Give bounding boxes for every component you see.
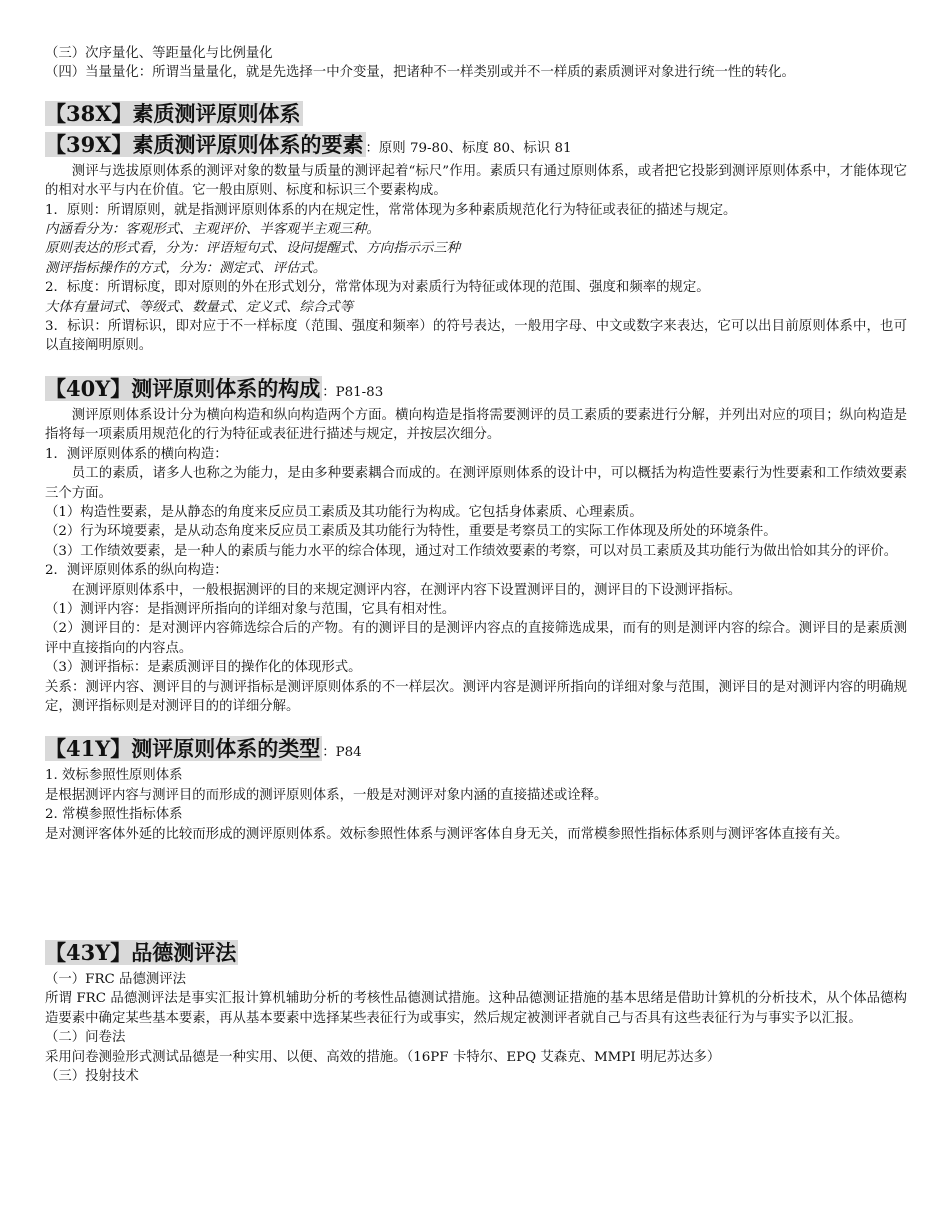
section-40-note: ：P81-83	[322, 384, 384, 400]
section-38-title: 【38X】素质测评原则体系	[45, 100, 301, 126]
section-40-title: 【40Y】测评原则体系的构成	[45, 375, 321, 401]
section-43-subheading: （一）FRC 品德测评法	[45, 972, 186, 987]
section-38-heading	[45, 100, 907, 131]
section-40-list-item: （2）测评目的：是对测评内容筛选综合后的产物。有的测评目的是测评内容点的直接筛选成果，而有的则是测评内容的综合。测评目的是素质测评中直接指向的内容点。	[45, 621, 907, 656]
section-40-subheading: 1．测评原则体系的横向构造：	[45, 446, 228, 462]
intro-line-2: （四）当量量化：所谓当量量化，就是先选择一中介变量，把诸种不一样类别或并不一样质的素质测评对象进行统一性的转化。	[45, 65, 795, 81]
section-41-note: ：P84	[322, 745, 362, 761]
section-40-paragraph: 员工的素质，诸多人也称之为能力，是由多种要素耦合而成的。在测评原则体系的设计中，可以概括为构造性要素行为性要素和工作绩效要素三个方面。	[45, 466, 907, 501]
section-41-item-title: 2. 常模参照性指标体系	[45, 807, 183, 823]
section-43-heading	[45, 939, 907, 970]
section-39-italic-note: 测评指标操作的方式，分为：测定式、评估式。	[45, 260, 327, 276]
spacer	[45, 83, 907, 100]
section-40-list-item: （1）测评内容：是指测评所指向的详细对象与范围，它具有相对性。	[45, 601, 456, 617]
section-41-title: 【41Y】测评原则体系的类型	[45, 736, 321, 762]
section-40-paragraph: 在测评原则体系中，一般根据测评的目的来规定测评内容，在测评内容下设置测评目的，测评目的下设测评指标。	[71, 582, 742, 598]
section-40-relation: 关系：测评内容、测评目的与测评指标是测评原则体系的不一样层次。测评内容是测评所指向的详细对象与范围，测评目的是对测评内容的明确规定，测评指标则是对测评目的的详细分解。	[45, 679, 907, 714]
section-39-item-principle: 1．原则：所谓原则，就是指测评原则体系的内在规定性，常常体现为多种素质规范化行为特征或表征的描述与规定。	[45, 202, 737, 218]
section-41-item-title: 1. 效标参照性原则体系	[45, 768, 183, 784]
section-39-item-mark: 3．标识：所谓标识，即对应于不一样标度（范围、强度和频率）的符号表达，一般用字母、中文或数字来表达，它可以出目前原则体系中，也可以直接阐明原则。	[45, 319, 907, 354]
intro-line-1: （三）次序量化、等距量化与比例量化	[45, 46, 273, 61]
section-39-italic-note: 大体有量词式、等级式、数量式、定义式、综合式等	[45, 299, 353, 315]
section-43-paragraph: 所谓 FRC 品德测评法是事实汇报计算机辅助分析的考核性品德测试措施。这种品德测证措施的基本思绪是借助计算机的分析技术，从个体品德构造要素中确定某些基本要素，再从基本要素中选择某些表征行为或事实，然后规定被测评者就自己与否具有这些表征行为与事实予以汇报。	[45, 991, 907, 1026]
section-39-italic-note: 内涵看分为：客观形式、主观评价、半客观半主观三种。	[45, 222, 380, 238]
section-41-item-text: 是根据测评内容与测评目的而形成的测评原则体系，一般是对测评对象内涵的直接描述或诠释。	[45, 787, 608, 803]
section-40-list-item: （3）测评指标：是素质测评目的操作化的体现形式。	[45, 660, 362, 676]
section-43-subheading: （二）问卷法	[45, 1030, 126, 1046]
document-page	[45, 44, 907, 1086]
section-39-title: 【39X】素质测评原则体系的要素	[45, 131, 364, 157]
section-40-list-item: （1）构造性要素，是从静态的角度来反应员工素质及其功能行为构成。它包括身体素质、心理素质。	[45, 504, 643, 520]
section-41-item-text: 是对测评客体外延的比较而形成的测评原则体系。效标参照性体系与测评客体自身无关，而常模参照性指标体系则与测评客体直接有关。	[45, 826, 849, 842]
spacer	[45, 844, 907, 939]
section-40-list-item: （2）行为环境要素，是从动态角度来反应员工素质及其功能行为特性，重要是考察员工的实际工作体现及所处的环境条件。	[45, 524, 777, 540]
section-40-subheading: 2．测评原则体系的纵向构造：	[45, 563, 228, 579]
section-39-heading	[45, 131, 907, 162]
section-39-note: ：原则 79-80、标度 80、标识 81	[365, 140, 572, 156]
section-40-paragraph: 测评原则体系设计分为横向构造和纵向构造两个方面。横向构造是指将需要测评的员工素质的要素进行分解，并列出对应的项目；纵向构造是指将每一项素质用规范化的行为特征或表征进行描述与规定，并按层次细分。	[45, 407, 907, 443]
spacer	[45, 716, 907, 735]
section-43-subheading: （三）投射技术	[45, 1069, 139, 1085]
section-39-item-scale: 2．标度：所谓标度，即对原则的外在形式划分，常常体现为对素质行为特征或体现的范围、强度和频率的规定。	[45, 280, 710, 296]
section-41-heading	[45, 735, 907, 766]
section-39-paragraph: 测评与选拔原则体系的测评对象的数量与质量的测评起着“标尺”作用。素质只有通过原则体系，或者把它投影到测评原则体系中，才能体现它的相对水平与内在价值。它一般由原则、标度和标识三个要素构成。	[45, 163, 907, 199]
section-40-list-item: （3）工作绩效要素，是一种人的素质与能力水平的综合体现，通过对工作绩效要素的考察，可以对员工素质及其功能行为做出恰如其分的评价。	[45, 543, 898, 559]
spacer	[45, 356, 907, 375]
section-40-heading	[45, 375, 907, 406]
section-43-title: 【43Y】品德测评法	[45, 940, 237, 965]
section-39-italic-note: 原则表达的形式看，分为：评语短句式、设问提醒式、方向指示示三种	[45, 241, 461, 257]
section-43-paragraph: 采用问卷测验形式测试品德是一种实用、以便、高效的措施。（16PF 卡特尔、EPQ 艾森克、MMPI 明尼苏达多）	[45, 1049, 721, 1065]
